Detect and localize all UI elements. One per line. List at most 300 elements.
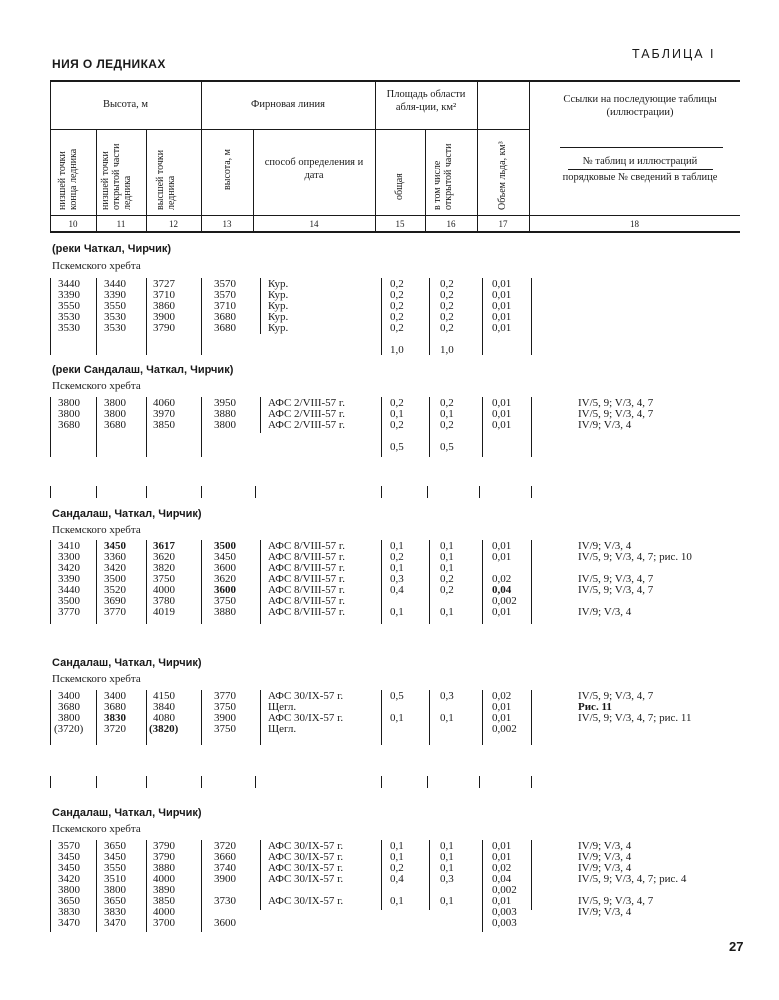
cell-c10: 3770 [58,606,80,618]
cell-c14: АФС 30/IX-57 г. [268,851,344,863]
cell-c13: 3900 [214,712,236,724]
cell-c11: 3520 [104,584,126,596]
cell-c15: 0,2 [390,419,404,431]
column-rule [429,278,430,355]
cell-c12: 3790 [153,851,175,863]
cell-c14: АФС 8/VIII-57 г. [268,540,345,552]
cell-c15: 0,1 [390,408,404,420]
cell-c14: АФС 8/VIII-57 г. [268,606,345,618]
cell-c17: 0,01 [492,311,512,323]
group-height-label: Высота, м [102,99,149,110]
cell-c12: 3780 [153,595,175,607]
column-rule [260,278,261,334]
column-rule [482,397,483,457]
cell-c10: 3440 [58,278,80,290]
cell-c10: 3570 [58,840,80,852]
column-rule [201,397,202,457]
cell-c17: 0,01 [492,712,512,724]
cell-c15: 0,2 [390,289,404,301]
cell-c11: 3830 [104,906,126,918]
cell-c16: 0,2 [440,289,454,301]
cell-c17: 0,01 [492,895,512,907]
column-rule [146,540,147,624]
cell-c17: 0,01 [492,408,512,420]
cell-c16: 0,1 [440,606,454,618]
cell-c16: 0,2 [440,419,454,431]
column-rule [482,278,483,355]
cell-c10: 3470 [58,917,80,929]
cell-c11: 3680 [104,419,126,431]
cell-c14: АФС 8/VIII-57 г. [268,573,345,585]
column-rule [146,840,147,932]
cell-c10: 3300 [58,551,80,563]
cell-c13: 3660 [214,851,236,863]
separator-tick [96,486,97,498]
header-vline [477,80,478,232]
cell-c15: 0,1 [390,851,404,863]
cell-c17: 0,01 [492,300,512,312]
cell-c14: АФС 30/IX-57 г. [268,862,344,874]
cell-c16: 0,2 [440,300,454,312]
cell-c13: 3750 [214,701,236,713]
cell-c16: 0,2 [440,322,454,334]
column-rule [146,397,147,457]
separator-tick [255,776,256,788]
col14-header: способ определения и дата [264,157,364,181]
cell-c15: 0,1 [390,606,404,618]
cell-c18: IV/5, 9; V/3, 4, 7 [578,573,654,585]
page-number: 27 [729,939,744,954]
column-rule [260,690,261,745]
cell-c13: 3710 [214,300,236,312]
column-rule [96,540,97,624]
cell-c11: 3550 [104,862,126,874]
cell-c16: 0,3 [440,873,454,885]
cell-c17: 0,002 [492,723,517,735]
separator-tick [201,776,202,788]
cell-c18: IV/9; V/3, 4 [578,419,632,431]
separator-tick [50,486,51,498]
separator-tick [146,776,147,788]
cell-c13: 3900 [214,873,236,885]
cell-c13: 3740 [214,862,236,874]
cell-c15: 0,1 [390,562,404,574]
refs-title-label: Ссылки на последующие таблицы (иллюстрации) [563,94,717,118]
cell-c17: 0,01 [492,278,512,290]
cell-c15: 0,3 [390,573,404,585]
cell-c18: IV/5, 9; V/3, 4, 7; рис. 11 [578,712,692,724]
col11-header: низшей точки открытой части ледника [100,143,133,210]
section-title: (реки Сандалаш, Чаткал, Чирчик) [52,364,234,376]
cell-c10: 3800 [58,712,80,724]
cell-c10: 3800 [58,397,80,409]
cell-c16: 0,2 [440,278,454,290]
cell-c17: 0,01 [492,840,512,852]
column-rule [260,540,261,624]
separator-tick [381,486,382,498]
cell-c11: 3800 [104,408,126,420]
cell-c11: 3400 [104,690,126,702]
cell-c18: Рис. 11 [578,701,612,713]
column-rule [482,840,483,932]
cell-c12: 3750 [153,573,175,585]
cell-c12: 3617 [153,540,175,552]
cell-c13: 3800 [214,419,236,431]
header-vline [529,80,530,232]
column-rule [50,540,51,624]
cell-c12: 3710 [153,289,175,301]
cell-c17: 0,01 [492,606,512,618]
cell-c13: 3680 [214,311,236,323]
refs-sub1-label: № таблиц и иллюстраций [582,156,698,167]
cell-c10: 3530 [58,311,80,323]
cell-c14: АФС 30/IX-57 г. [268,895,344,907]
section-title: Сандалаш, Чаткал, Чирчик) [52,508,202,520]
cell-c18: IV/5, 9; V/3, 4, 7 [578,397,654,409]
cell-c17: 0,002 [492,884,517,896]
cell-c12: 4150 [153,690,175,702]
cell-c13: 3500 [214,540,236,552]
header-vline [96,129,97,232]
header-vline [146,129,147,232]
cell-c11: 3390 [104,289,126,301]
cell-c16: 0,1 [440,562,454,574]
separator-tick [531,776,532,788]
refs-header-rule [560,147,723,148]
cell-c11: 3680 [104,701,126,713]
header-vline [375,80,376,232]
section-subtitle: Пскемского хребта [52,823,141,835]
column-rule [96,840,97,932]
cell-c13: 3570 [214,278,236,290]
cell-c12: 3850 [153,419,175,431]
cell-c10: 3830 [58,906,80,918]
separator-tick [427,486,428,498]
table-header-bottom-rule [50,231,740,233]
cell-c10: 3440 [58,584,80,596]
col12-header: высшей точки ледника [155,149,177,210]
cell-c14: Щегл. [268,701,297,713]
cell-c11: 3650 [104,840,126,852]
cell-c18: IV/5, 9; V/3, 4, 7 [578,895,654,907]
cell-c15: 0,2 [390,300,404,312]
cell-c13: 3600 [214,562,236,574]
cell-c12: 4019 [153,606,175,618]
cell-c10: 3650 [58,895,80,907]
cell-c12: 3620 [153,551,175,563]
cell-c15: 0,2 [390,397,404,409]
cell-c12: 3820 [153,562,175,574]
cell-c10: 3390 [58,289,80,301]
cell-c12: 3880 [153,862,175,874]
cell-c18: IV/9; V/3, 4 [578,606,632,618]
ice-volume-header: Объем льда, км³ [497,141,508,210]
column-rule [482,540,483,624]
cell-c16: 0,3 [440,690,454,702]
cell-c10: 3680 [58,419,80,431]
colnum-13: 13 [222,219,232,229]
col16-header: в том числе открытой части [432,143,454,210]
cell-c10: 3390 [58,573,80,585]
section-subtitle: Пскемского хребта [52,380,141,392]
separator-tick [146,486,147,498]
group-firn-label: Фирновая линия [251,99,325,110]
cell-c13: 3770 [214,690,236,702]
cell-c11: 3470 [104,917,126,929]
cell-c17: 0,01 [492,851,512,863]
cell-c18: IV/9; V/3, 4 [578,540,632,552]
cell-c12: 3790 [153,840,175,852]
cell-c16: 0,2 [440,584,454,596]
column-rule [531,540,532,624]
cell-c11: 3500 [104,573,126,585]
cell-c18: IV/5, 9; V/3, 4, 7 [578,690,654,702]
section-title: Сандалаш, Чаткал, Чирчик) [52,657,202,669]
column-rule [260,397,261,433]
cell-c18: IV/5, 9; V/3, 4, 7 [578,408,654,420]
cell-c13: 3680 [214,322,236,334]
table-row [0,607,779,618]
cell-c10: 3800 [58,884,80,896]
cell-c17: 0,02 [492,862,512,874]
cell-c16: 0,1 [440,862,454,874]
table-row [0,323,779,334]
cell-c18: IV/9; V/3, 4 [578,906,632,918]
table-row [0,918,779,929]
cell-c14: АФС 30/IX-57 г. [268,712,344,724]
cell-c11: 3530 [104,311,126,323]
section-title: (реки Чаткал, Чирчик) [52,243,172,255]
cell-c13: 3750 [214,595,236,607]
header-vline [425,129,426,232]
cell-c13: 3880 [214,606,236,618]
column-rule [531,840,532,910]
cell-c18: IV/9; V/3, 4 [578,862,632,874]
cell-c11: 3450 [104,851,126,863]
cell-c15: 0,2 [390,278,404,290]
cell-c10: 3800 [58,408,80,420]
cell-c15: 0,1 [390,712,404,724]
column-rule [50,278,51,355]
cell-c13: 3750 [214,723,236,735]
cell-c17: 0,02 [492,690,512,702]
column-rule [201,690,202,745]
column-rule [381,278,382,355]
colnum-10: 10 [68,219,78,229]
separator-tick [96,776,97,788]
separator-tick [479,486,480,498]
cell-c15: 0,4 [390,873,404,885]
cell-c18: IV/5, 9; V/3, 4, 7; рис. 10 [578,551,692,563]
cell-c13: 3600 [214,917,236,929]
column-rule [531,690,532,745]
section-subtitle: Пскемского хребта [52,524,141,536]
colnum-15: 15 [395,219,405,229]
cell-c17: 0,01 [492,551,512,563]
cell-c11: 3800 [104,397,126,409]
colnum-14: 14 [309,219,319,229]
cell-c14: АФС 8/VIII-57 г. [268,595,345,607]
separator-tick [531,486,532,498]
cell-c16: 0,1 [440,895,454,907]
column-rule [429,540,430,624]
cell-c14: АФС 8/VIII-57 г. [268,551,345,563]
page-header-right: ТАБЛИЦА I [632,47,716,61]
refs-sub2-label: порядковые № сведений в таблице [562,172,718,183]
cell-c17: 0,01 [492,701,512,713]
total-c15: 0,5 [390,441,404,453]
colnum-18: 18 [630,219,639,229]
cell-c17: 0,01 [492,289,512,301]
cell-c12: 4000 [153,873,175,885]
cell-c17: 0,02 [492,573,512,585]
cell-c11: 3800 [104,884,126,896]
separator-tick [381,776,382,788]
cell-c16: 0,1 [440,408,454,420]
cell-c17: 0,003 [492,906,517,918]
cell-c16: 0,1 [440,551,454,563]
cell-c14: АФС 30/IX-57 г. [268,873,344,885]
cell-c14: АФС 2/VIII-57 г. [268,397,345,409]
cell-c16: 0,2 [440,311,454,323]
cell-c12: 3850 [153,895,175,907]
cell-c16: 0,2 [440,397,454,409]
section-subtitle: Пскемского хребта [52,673,141,685]
col13-header: высота, м [222,148,233,190]
cell-c17: 0,003 [492,917,517,929]
cell-c12: 3840 [153,701,175,713]
cell-c15: 0,1 [390,895,404,907]
column-rule [201,840,202,932]
column-rule [50,840,51,932]
cell-c12: 3790 [153,322,175,334]
cell-c13: 3620 [214,573,236,585]
section-subtitle: Пскемского хребта [52,260,141,272]
column-rule [381,540,382,624]
cell-c10: 3680 [58,701,80,713]
cell-c16: 0,1 [440,840,454,852]
column-rule [201,278,202,355]
cell-c10: 3450 [58,862,80,874]
colnum-12: 12 [169,219,178,229]
cell-c12: 3890 [153,884,175,896]
cell-c15: 0,2 [390,311,404,323]
cell-c13: 3880 [214,408,236,420]
column-rule [381,840,382,910]
table-row [0,420,779,431]
cell-c17: 0,01 [492,322,512,334]
column-rule [531,278,532,355]
cell-c12: 4000 [153,906,175,918]
cell-c17: 0,01 [492,397,512,409]
cell-c18: IV/5, 9; V/3, 4, 7; рис. 4 [578,873,687,885]
column-rule [146,690,147,745]
cell-c12: 3970 [153,408,175,420]
cell-c11: 3510 [104,873,126,885]
colnum-17: 17 [498,219,508,229]
cell-c13: 3600 [214,584,236,596]
cell-c16: 0,2 [440,573,454,585]
column-rule [96,397,97,457]
cell-c10: 3400 [58,690,80,702]
group-area-label: Площадь области абля-ции, км² [386,89,466,113]
cell-c11: 3720 [104,723,126,735]
cell-c12: 4060 [153,397,175,409]
total-c16: 0,5 [440,441,454,453]
column-rule [429,840,430,910]
cell-c14: Кур. [268,289,289,301]
column-rule [201,540,202,624]
cell-c14: АФС 8/VIII-57 г. [268,584,345,596]
cell-c14: АФС 8/VIII-57 г. [268,562,345,574]
column-rule [260,840,261,910]
cell-c12: 3900 [153,311,175,323]
separator-tick [50,776,51,788]
cell-c11: 3690 [104,595,126,607]
cell-c16: 0,1 [440,712,454,724]
cell-c11: 3830 [104,712,126,724]
cell-c18: IV/9; V/3, 4 [578,851,632,863]
cell-c12: (3820) [149,723,179,735]
separator-tick [479,776,480,788]
cell-c14: АФС 2/VIII-57 г. [268,408,345,420]
refs-sub-divider [568,169,713,170]
cell-c18: IV/5, 9; V/3, 4, 7 [578,584,654,596]
table-row [0,724,779,735]
cell-c15: 0,1 [390,840,404,852]
cell-c16: 0,1 [440,851,454,863]
cell-c15: 0,4 [390,584,404,596]
colnum-16: 16 [446,219,456,229]
separator-tick [255,486,256,498]
cell-c10: 3420 [58,562,80,574]
page-header-left: НИЯ О ЛЕДНИКАХ [52,57,166,71]
cell-c17: 0,04 [492,873,512,885]
cell-c12: 3700 [153,917,175,929]
cell-c11: 3450 [104,540,126,552]
cell-c14: АФС 2/VIII-57 г. [268,419,345,431]
column-rule [531,397,532,457]
cell-c10: 3420 [58,873,80,885]
cell-c14: Кур. [268,300,289,312]
cell-c15: 0,2 [390,322,404,334]
cell-c13: 3450 [214,551,236,563]
cell-c15: 0,5 [390,690,404,702]
separator-tick [201,486,202,498]
column-rule [381,397,382,457]
col15-header: общая [394,173,405,200]
cell-c12: 4080 [153,712,175,724]
cell-c17: 0,002 [492,595,517,607]
cell-c14: Кур. [268,322,289,334]
colnum-11: 11 [116,219,126,229]
cell-c11: 3440 [104,278,126,290]
column-rule [146,278,147,355]
cell-c10: 3450 [58,851,80,863]
cell-c10: 3550 [58,300,80,312]
colnum-top-rule [50,215,740,216]
cell-c13: 3720 [214,840,236,852]
cell-c10: (3720) [54,723,84,735]
column-rule [96,278,97,355]
total-c16: 1,0 [440,344,454,356]
cell-c14: АФС 30/IX-57 г. [268,690,344,702]
cell-c14: Щегл. [268,723,297,735]
cell-c11: 3650 [104,895,126,907]
cell-c17: 0,04 [492,584,512,596]
cell-c15: 0,2 [390,862,404,874]
cell-c13: 3730 [214,895,236,907]
